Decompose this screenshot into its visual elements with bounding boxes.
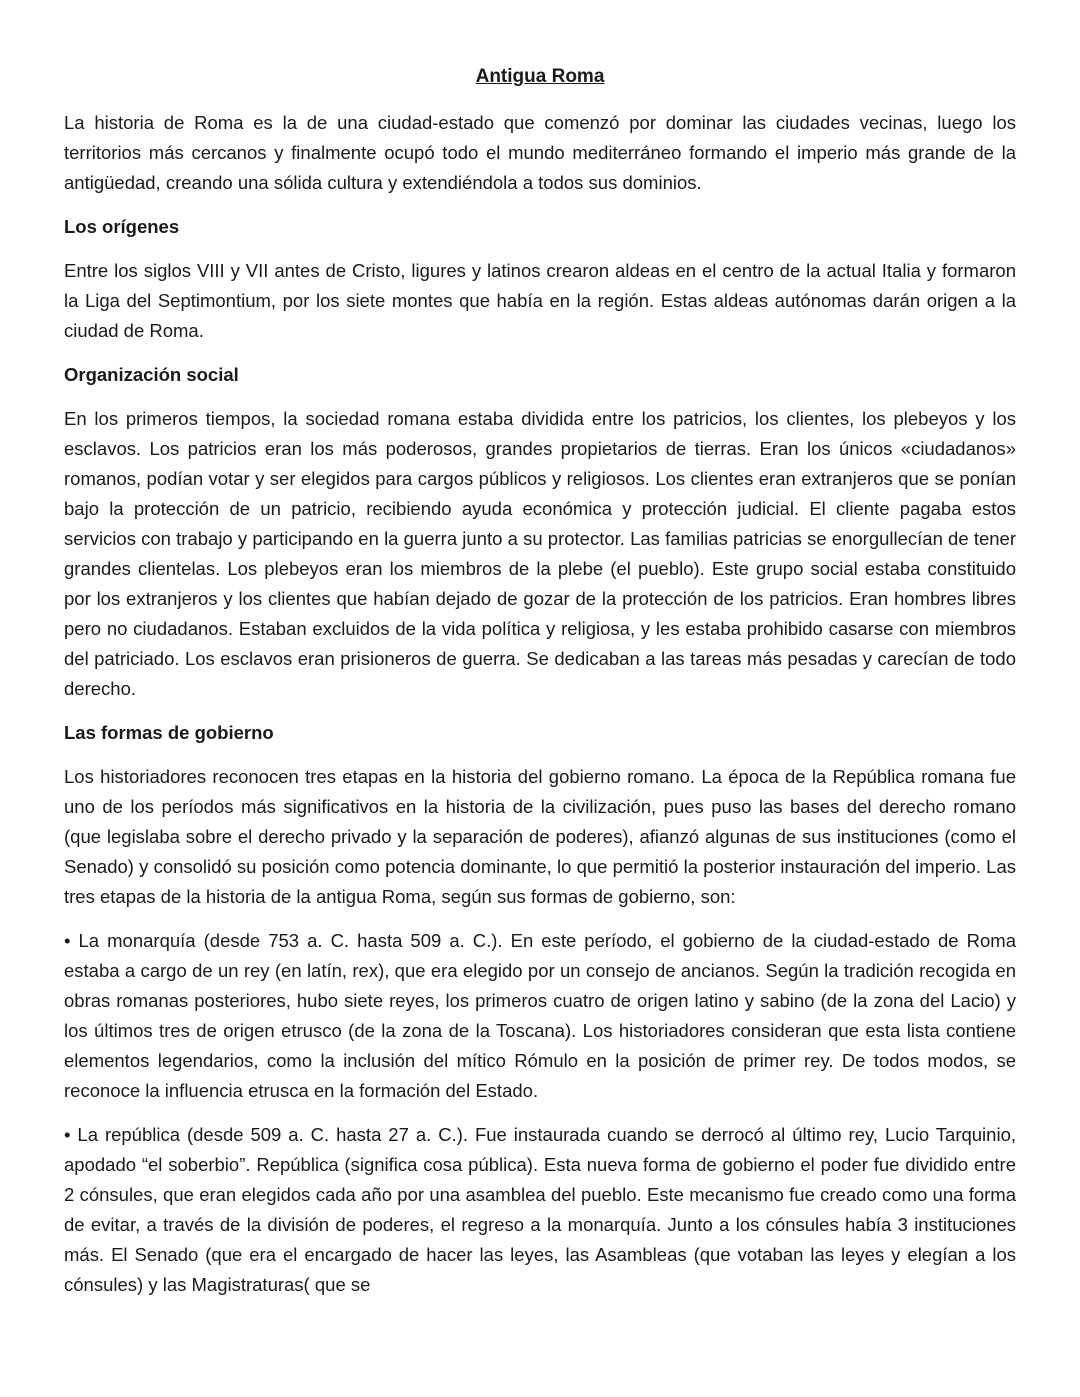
paragraph-organizacion-social: En los primeros tiempos, la sociedad romana estaba dividida entre los patricios, los clientes, los plebeyos y los esclavos. Los patricios eran los más poderosos, grandes propietarios de tierras. Eran los únicos «ciudadanos» romanos, podían votar y ser elegidos para cargos públicos y religiosos. Los clientes eran extranjeros que se ponían bajo la protección de un patricio, recibiendo ayuda económica y protección judicial. El cliente pagaba estos servicios con trabajo y participando en la guerra junto a su protector. Las familias patricias se enorgullecían de tener grandes clientelas. Los plebeyos eran los miembros de la plebe (el pueblo). Este grupo social estaba constituido por los extranjeros y los clientes que habían dejado de gozar de la protección de los patricios. Eran hombres libres pero no ciudadanos. Estaban excluidos de la vida política y religiosa, y les estaba prohibido casarse con miembros del patriciado. Los esclavos eran prisioneros de guerra. Se dedicaban a las tareas más pesadas y carecían de todo derecho. bbox=[64, 408, 1016, 699]
paragraph-republica: • La república (desde 509 a. C. hasta 27 a. C.). Fue instaurada cuando se derrocó al último rey, Lucio Tarquinio, apodado “el soberbio”. República (significa cosa pública). Esta nueva forma de gobierno el poder fue dividido entre 2 cónsules, que eran elegidos cada año por una asamblea del pueblo. Este mecanismo fue creado como una forma de evitar, a través de la división de poderes, el regreso a la monarquía. Junto a los cónsules había 3 instituciones más. El Senado (que era el encargado de hacer las leyes, las Asambleas (que votaban las leyes y elegían a los cónsules) y las Magistraturas( que se bbox=[64, 1124, 1016, 1295]
document-title: Antigua Roma bbox=[475, 66, 605, 87]
paragraph-origenes: Entre los siglos VIII y VII antes de Cristo, ligures y latinos crearon aldeas en el centro de la actual Italia y formaron la Liga del Septimontium, por los siete montes que había en la región. Estas aldeas autónomas darán origen a la ciudad de Roma. bbox=[64, 260, 1016, 341]
section-heading-origenes: Los orígenes bbox=[64, 216, 180, 237]
paragraph-monarquia: • La monarquía (desde 753 a. C. hasta 509 a. C.). En este período, el gobierno de la ciudad-estado de Roma estaba a cargo de un rey (en latín, rex), que era elegido por un consejo de ancianos. Según la tradición recogida en obras romanas posteriores, hubo siete reyes, los primeros cuatro de origen latino y sabino (de la zona del Lacio) y los últimos tres de origen etrusco (de la zona de la Toscana). Los historiadores consideran que esta lista contiene elementos legendarios, como la inclusión del mítico Rómulo en la posición de primer rey. De todos modos, se reconoce la influencia etrusca en la formación del Estado. bbox=[64, 930, 1016, 1101]
intro-paragraph: La historia de Roma es la de una ciudad-estado que comenzó por dominar las ciudades vecinas, luego los territorios más cercanos y finalmente ocupó todo el mundo mediterráneo formando el imperio más grande de la antigüedad, creando una sólida cultura y extendiéndola a todos sus dominios. bbox=[64, 112, 1016, 193]
section-heading-formas-de-gobierno: Las formas de gobierno bbox=[64, 722, 274, 743]
section-heading-organizacion-social: Organización social bbox=[64, 364, 239, 385]
paragraph-formas-de-gobierno-intro: Los historiadores reconocen tres etapas en la historia del gobierno romano. La época de la República romana fue uno de los períodos más significativos en la historia de la civilización, pues puso las bases del derecho romano (que legislaba sobre el derecho privado y la separación de poderes), afianzó algunas de sus instituciones (como el Senado) y consolidó su posición como potencia dominante, lo que permitió la posterior instauración del imperio. Las tres etapas de la historia de la antigua Roma, según sus formas de gobierno, son: bbox=[64, 766, 1016, 907]
document-page bbox=[64, 62, 1016, 1314]
